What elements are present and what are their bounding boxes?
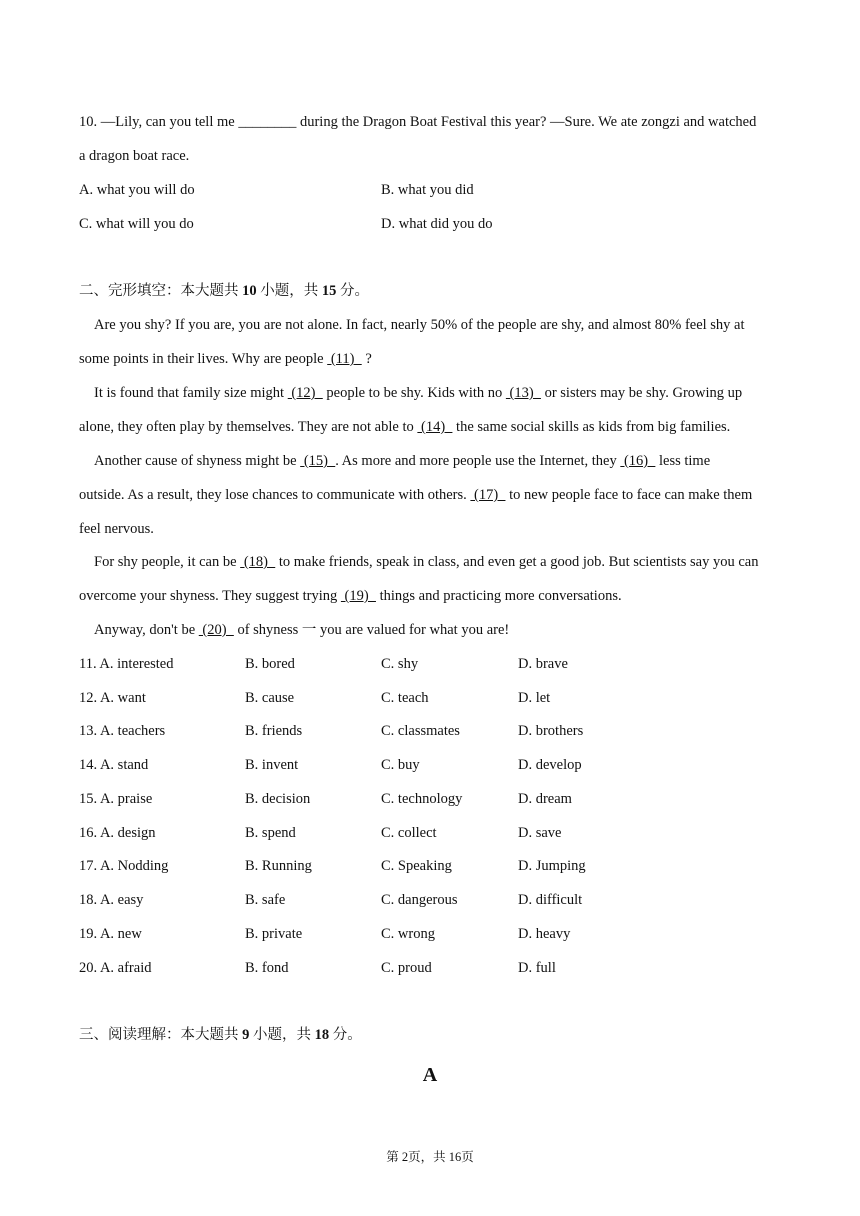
question-10-stem bbox=[79, 113, 756, 131]
question-12-option-d: D. let bbox=[518, 690, 551, 706]
passage-text: or sisters may be shy. Growing up bbox=[540, 385, 743, 401]
question-11-option-c: C. shy bbox=[381, 656, 419, 672]
blank-13: (13) bbox=[505, 385, 541, 401]
heading-text: 分。 bbox=[329, 1027, 362, 1043]
question-11-option-a: 11. A. interested bbox=[79, 656, 174, 672]
question-19-option-a: 19. A. new bbox=[79, 926, 142, 942]
passage-text: It is found that family size might bbox=[94, 385, 288, 401]
total-pages: 16 bbox=[448, 1150, 462, 1164]
passage-line bbox=[79, 350, 372, 368]
blank-15: (15) bbox=[300, 453, 336, 469]
question-15-option-c: C. technology bbox=[381, 791, 463, 807]
question-20-option-c: C. proud bbox=[381, 960, 432, 976]
blank-14: (14) bbox=[417, 419, 453, 435]
passage-paragraph-2 bbox=[94, 384, 742, 402]
question-16-option-b: B. spend bbox=[245, 825, 296, 841]
question-20-option-b: B. fond bbox=[245, 960, 289, 976]
page-number: 2 bbox=[401, 1150, 409, 1164]
score: 15 bbox=[321, 283, 337, 299]
passage-line: feel nervous. bbox=[79, 521, 154, 537]
footer-text: 页 bbox=[461, 1150, 474, 1164]
question-18-option-a: 18. A. easy bbox=[79, 892, 144, 908]
answer-blank: ________ bbox=[238, 114, 297, 130]
question-16-option-d: D. save bbox=[518, 825, 562, 841]
question-19-option-c: C. wrong bbox=[381, 926, 435, 942]
passage-paragraph-1: Are you shy? If you are, you are not alone. In fact, nearly 50% of the people are shy, and almost 80% feel shy at bbox=[94, 317, 745, 333]
blank-12: (12) bbox=[287, 385, 323, 401]
question-13-option-d: D. brothers bbox=[518, 723, 584, 739]
question-17-option-b: B. Running bbox=[245, 858, 312, 874]
question-18-option-b: B. safe bbox=[245, 892, 286, 908]
footer-text: 第 bbox=[386, 1150, 402, 1164]
passage-text: overcome your shyness. They suggest trying bbox=[79, 588, 341, 604]
question-count: 10 bbox=[242, 283, 257, 299]
question-17-option-a: 17. A. Nodding bbox=[79, 858, 169, 874]
passage-a-title: A bbox=[422, 1064, 438, 1086]
question-13-option-c: C. classmates bbox=[381, 723, 460, 739]
question-12-option-c: C. teach bbox=[381, 690, 429, 706]
passage-text: less time bbox=[655, 453, 711, 469]
question-10-option-c: C. what will you do bbox=[79, 216, 194, 232]
question-10-option-d: D. what did you do bbox=[381, 216, 493, 232]
passage-paragraph-3 bbox=[94, 452, 710, 470]
passage-text: ? bbox=[361, 351, 372, 367]
passage-text: the same social skills as kids from big families. bbox=[452, 419, 731, 435]
passage-text: alone, they often play by themselves. They are not able to bbox=[79, 419, 418, 435]
question-20-option-d: D. full bbox=[518, 960, 556, 976]
question-16-option-a: 16. A. design bbox=[79, 825, 156, 841]
passage-line bbox=[79, 418, 730, 436]
blank-17: (17) bbox=[470, 487, 506, 503]
question-10-option-b: B. what you did bbox=[381, 182, 474, 198]
heading-text: 二、完形填空：本大题共 bbox=[79, 283, 243, 299]
question-count: 9 bbox=[242, 1027, 250, 1043]
passage-line bbox=[79, 587, 622, 605]
question-12-option-a: 12. A. want bbox=[79, 690, 146, 706]
question-14-option-a: 14. A. stand bbox=[79, 757, 149, 773]
passage-text: things and practicing more conversations. bbox=[375, 588, 622, 604]
passage-text: . As more and more people use the Internet, they bbox=[335, 453, 621, 469]
question-13-option-a: 13. A. teachers bbox=[79, 723, 166, 739]
question-11-option-b: B. bored bbox=[245, 656, 295, 672]
question-10-option-a: A. what you will do bbox=[79, 182, 195, 198]
question-15-option-b: B. decision bbox=[245, 791, 311, 807]
score: 18 bbox=[314, 1027, 330, 1043]
passage-text: to new people face to face can make them bbox=[505, 487, 753, 503]
question-17-option-d: D. Jumping bbox=[518, 858, 586, 874]
heading-text: 三、阅读理解：本大题共 bbox=[79, 1027, 243, 1043]
section-2-heading bbox=[79, 282, 369, 300]
passage-line bbox=[79, 486, 752, 504]
question-19-option-d: D. heavy bbox=[518, 926, 571, 942]
passage-text: outside. As a result, they lose chances to communicate with others. bbox=[79, 487, 471, 503]
question-14-option-b: B. invent bbox=[245, 757, 299, 773]
section-3-heading bbox=[79, 1026, 362, 1044]
passage-paragraph-5 bbox=[94, 621, 509, 639]
heading-text: 小题，共 bbox=[256, 283, 322, 299]
blank-11: (11) bbox=[327, 351, 362, 367]
question-15-option-a: 15. A. praise bbox=[79, 791, 153, 807]
passage-text: to make friends, speak in class, and even get a good job. But scientists say you can bbox=[275, 554, 759, 570]
question-text: during the Dragon Boat Festival this year? —Sure. We ate zongzi and watched bbox=[296, 114, 757, 130]
blank-20: (20) bbox=[198, 622, 234, 638]
question-17-option-c: C. Speaking bbox=[381, 858, 452, 874]
passage-text: For shy people, it can be bbox=[94, 554, 241, 570]
question-19-option-b: B. private bbox=[245, 926, 303, 942]
heading-text: 小题，共 bbox=[249, 1027, 315, 1043]
passage-text: of shyness 一 you are valued for what you are! bbox=[233, 622, 510, 638]
question-12-option-b: B. cause bbox=[245, 690, 295, 706]
passage-text: Another cause of shyness might be bbox=[94, 453, 301, 469]
page-footer bbox=[0, 1149, 860, 1165]
passage-text: Anyway, don't be bbox=[94, 622, 199, 638]
passage-paragraph-4 bbox=[94, 553, 758, 571]
heading-text: 分。 bbox=[336, 283, 369, 299]
blank-16: (16) bbox=[620, 453, 656, 469]
footer-text: 页，共 bbox=[408, 1150, 449, 1164]
question-18-option-c: C. dangerous bbox=[381, 892, 458, 908]
passage-text: people to be shy. Kids with no bbox=[322, 385, 506, 401]
question-11-option-d: D. brave bbox=[518, 656, 568, 672]
question-18-option-d: D. difficult bbox=[518, 892, 583, 908]
blank-19: (19) bbox=[340, 588, 376, 604]
question-14-option-d: D. develop bbox=[518, 757, 582, 773]
blank-18: (18) bbox=[240, 554, 276, 570]
question-15-option-d: D. dream bbox=[518, 791, 572, 807]
passage-text: some points in their lives. Why are people bbox=[79, 351, 328, 367]
question-14-option-c: C. buy bbox=[381, 757, 420, 773]
question-13-option-b: B. friends bbox=[245, 723, 303, 739]
question-20-option-a: 20. A. afraid bbox=[79, 960, 152, 976]
question-10-stem-continued: a dragon boat race. bbox=[79, 148, 190, 164]
question-text: 10. —Lily, can you tell me bbox=[79, 114, 239, 130]
question-16-option-c: C. collect bbox=[381, 825, 437, 841]
